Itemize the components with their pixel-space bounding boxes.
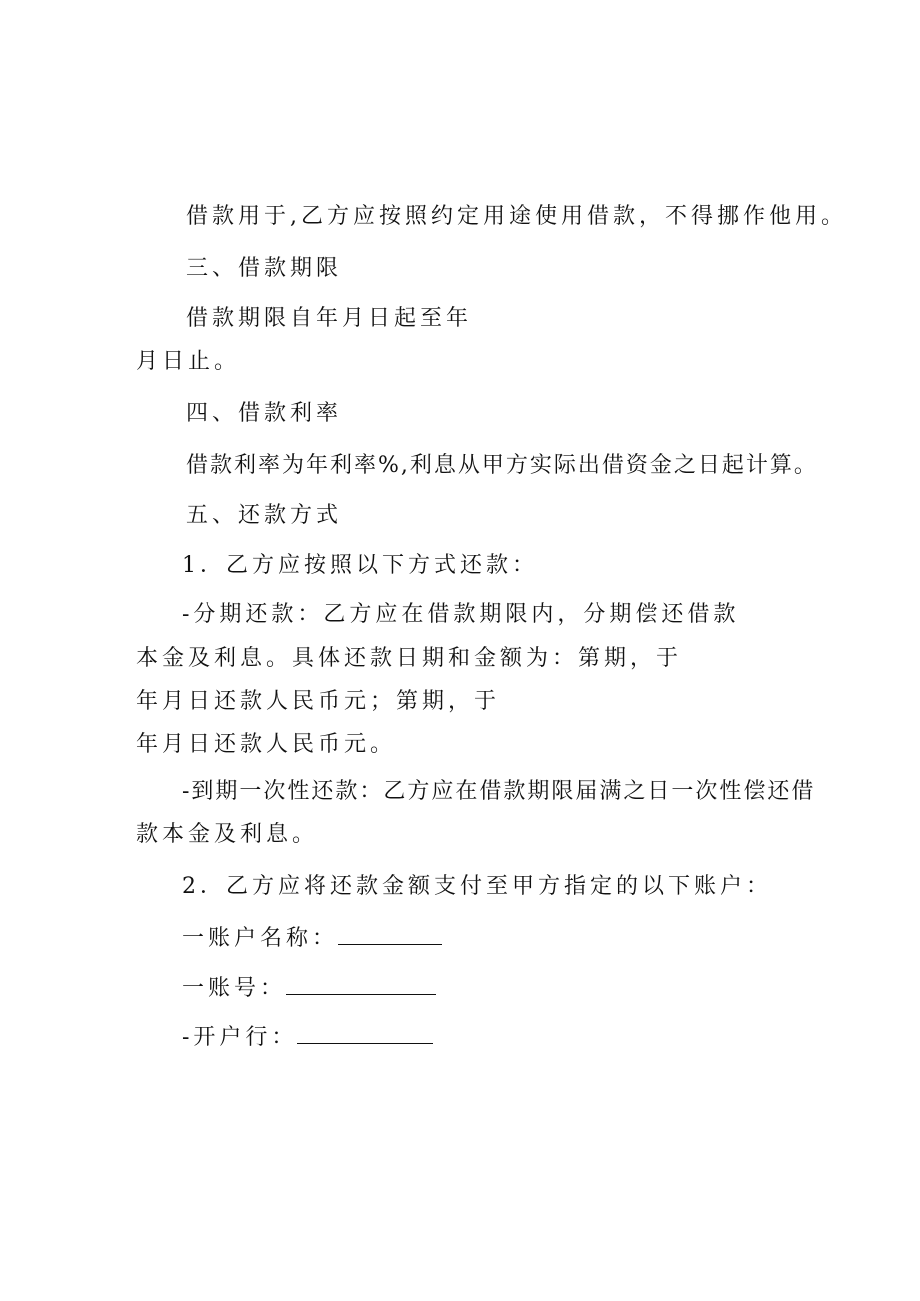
heading-loan-term: 三、借款期限 [186, 256, 343, 281]
heading-repayment-method: 五、还款方式 [186, 503, 343, 528]
account-name-row [182, 924, 442, 953]
paragraph-term-line2: 月日止。 [136, 349, 241, 374]
bank-branch-blank [297, 1023, 433, 1044]
clause-1: 1．乙方应按照以下方式还款： [182, 553, 538, 578]
lump-sum-line2: 款本金及利息。 [136, 822, 319, 847]
bank-branch-row [182, 1023, 433, 1052]
installment-line4: 年月日还款人民币元。 [136, 732, 397, 757]
installment-line2: 本金及利息。具体还款日期和金额为：第期，于 [136, 646, 683, 671]
paragraph-term-line1: 借款期限自年月日起至年 [186, 306, 473, 331]
account-number-blank [286, 974, 436, 995]
installment-line3: 年月日还款人民币元；第期，于 [136, 689, 501, 714]
account-name-blank [338, 924, 442, 945]
heading-interest-rate: 四、借款利率 [186, 401, 343, 426]
clause-2: 2．乙方应将还款金额支付至甲方指定的以下账户： [182, 874, 772, 899]
paragraph-purpose: 借款用于,乙方应按照约定用途使用借款，不得挪作他用。 [186, 204, 847, 229]
account-name-label: 一账户名称： [182, 926, 339, 951]
account-number-label: 一账号： [182, 976, 287, 1001]
installment-line1: -分期还款：乙方应在借款期限内，分期偿还借款 [182, 602, 740, 627]
account-number-row [182, 974, 436, 1003]
lump-sum-line1: -到期一次性还款：乙方应在借款期限届满之日一次性偿还借 [182, 779, 816, 804]
bank-branch-label: -开户行： [182, 1025, 298, 1050]
paragraph-interest: 借款利率为年利率%,利息从甲方实际出借资金之日起计算。 [186, 453, 818, 478]
